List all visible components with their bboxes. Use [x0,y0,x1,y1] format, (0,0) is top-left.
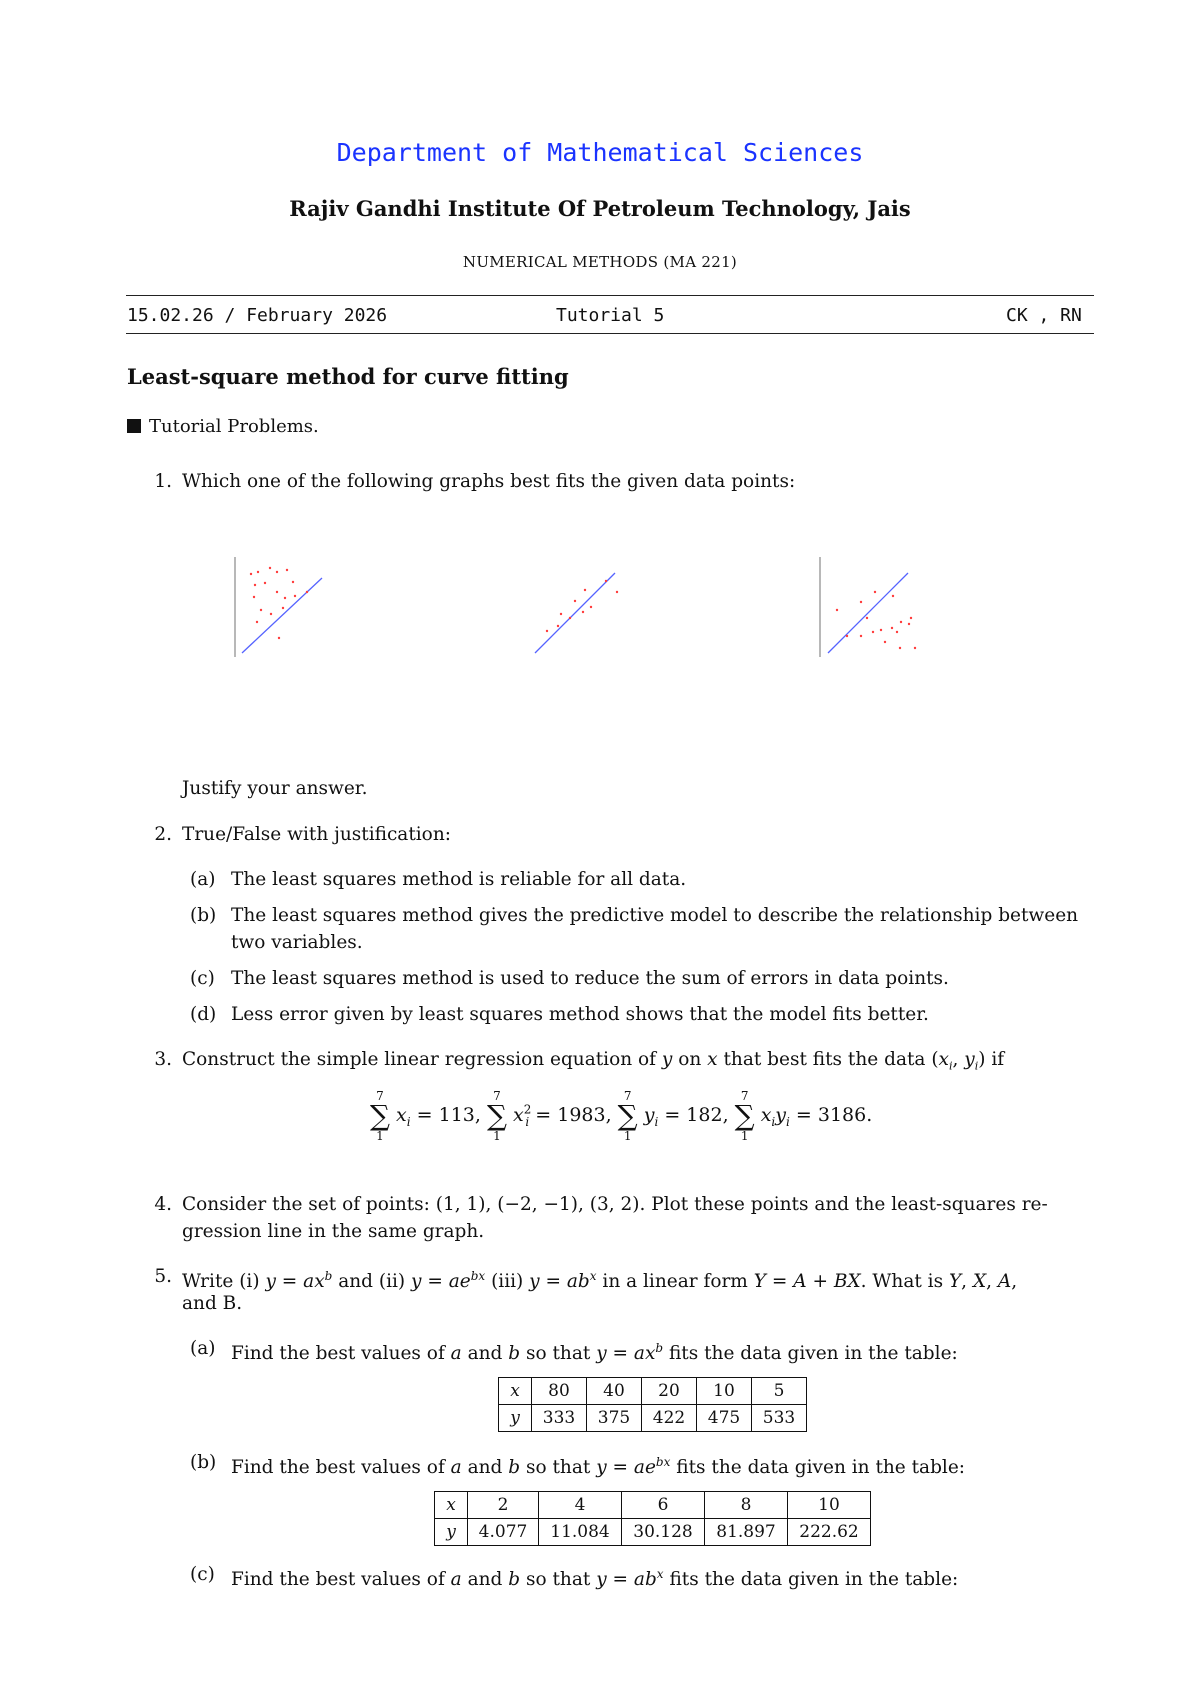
problem-number: 4. [154,1194,172,1215]
graph-a-fit-line [242,578,322,653]
table-cell: 222.62 [788,1519,871,1546]
table-header-cell: x [435,1492,468,1519]
table-header-cell: y [499,1405,532,1432]
problem-4-line2: gression line in the same graph. [182,1221,485,1242]
table-cell: 30.128 [622,1519,705,1546]
subsection-title [127,416,319,437]
table-cell: 4 [539,1492,622,1519]
problem-2-item-text: The least squares method is used to reduce the sum of errors in data points. [231,968,949,989]
problem-number: 2. [154,824,172,845]
problem-5-line1: Write (i) $y = ax^b$ and (ii) $y = ae^{bx}$ (iii) $y = ab^x$ in a linear form Y = A + BX. What is Y, X, A, [182,1269,1018,1293]
tutorial-label: Tutorial 5 [556,305,665,326]
problem-2-item-text: The least squares method gives the predictive model to describe the relationship between [231,905,1079,926]
problem-5a-label: (a) [190,1338,216,1359]
table-cell: 375 [587,1405,642,1432]
table-cell: 4.077 [468,1519,539,1546]
problem-number: 3. [154,1049,172,1070]
problem-2-item-label: (c) [190,968,215,989]
institute-name: Rajiv Gandhi Institute Of Petroleum Technology, Jais [289,196,911,221]
scatter-graphs [225,552,925,662]
problem-number: 1. [154,471,172,492]
problem-4-line1: Consider the set of points: (1, 1), (−2, −1), (3, 2). Plot these points and the least-squares re- [182,1194,1048,1215]
table-b [434,1491,871,1546]
header-rule-bottom [126,333,1094,334]
table-cell: 81.897 [705,1519,788,1546]
problem-2-item-text: Less error given by least squares method shows that the model fits better. [231,1004,929,1025]
problem-2-item-label: (d) [190,1004,217,1025]
department-title: Department of Mathematical Sciences [336,138,864,167]
sum-symbol: 7 ∑ 1 [486,1089,507,1143]
table-cell: 40 [587,1378,642,1405]
table-cell: 333 [532,1405,587,1432]
graph-a-points [250,567,308,639]
graph-b [535,573,618,653]
header-rule-top [126,295,1094,296]
table-cell: 5 [752,1378,807,1405]
square-bullet-icon [127,419,141,433]
table-cell: 8 [705,1492,788,1519]
course-title: NUMERICAL METHODS (MA 221) [462,253,738,271]
table-row [435,1519,871,1546]
graph-c [820,557,916,657]
subsection-label: Tutorial Problems. [149,416,319,437]
table-cell: 422 [642,1405,697,1432]
problem-5c-label: (c) [190,1564,215,1585]
table-cell: 80 [532,1378,587,1405]
problem-5c-text: Find the best values of a and b so that $y = ab^x$ fits the data given in the table: [231,1567,959,1591]
problem-2-text: True/False with justification: [182,824,451,845]
sum-symbol: 7 ∑ 1 [370,1089,390,1143]
problem-2-item-label: (b) [190,905,217,926]
table-a [498,1377,807,1432]
graph-c-points [836,591,916,649]
section-title: Least-square method for curve fitting [127,364,569,389]
problem-3-equation: 7 ∑ 1 $x_i = 113$, 7 ∑ 1 $x^2_i = 1983$, 7 ∑ 1 $y_i = 182$, 7 ∑ 1 $x_iy_i = 3186$. [370,1089,873,1143]
table-header-cell: y [435,1519,468,1546]
sum-symbol: 7 ∑ 1 [617,1089,638,1143]
problem-2-item-text-cont: two variables. [231,932,363,953]
table-cell: 11.084 [539,1519,622,1546]
problem-1-text: Which one of the following graphs best fits the given data points: [182,471,796,492]
sum-symbol: 7 ∑ 1 [734,1089,755,1143]
table-cell: 20 [642,1378,697,1405]
problem-2-item-text: The least squares method is reliable for all data. [231,869,687,890]
graph-c-fit-line [828,573,908,653]
graph-a [235,557,322,657]
table-header-cell: x [499,1378,532,1405]
table-cell: 10 [697,1378,752,1405]
table-row [435,1492,871,1519]
problem-3-text: Construct the simple linear regression equation of y on x that best fits the data ($x_i$, $y_i$) if [182,1049,1005,1073]
table-row [499,1405,807,1432]
problem-number: 5. [154,1266,172,1287]
table-cell: 2 [468,1492,539,1519]
table-cell: 533 [752,1405,807,1432]
problem-1-justify: Justify your answer. [182,778,368,799]
problem-5a-text: Find the best values of a and b so that $y = ax^b$ fits the data given in the table: [231,1341,958,1365]
date-label: 15.02.26 / February 2026 [127,305,388,326]
problem-5-line2: and B. [182,1293,243,1314]
table-row [499,1378,807,1405]
problem-2-item-label: (a) [190,869,216,890]
table-cell: 6 [622,1492,705,1519]
problem-5b-text: Find the best values of a and b so that $y = ae^{bx}$ fits the data given in the table: [231,1455,966,1479]
table-cell: 10 [788,1492,871,1519]
graph-b-fit-line [535,573,615,653]
authors-label: CK , RN [1006,305,1082,326]
problem-5b-label: (b) [190,1452,217,1473]
table-cell: 475 [697,1405,752,1432]
